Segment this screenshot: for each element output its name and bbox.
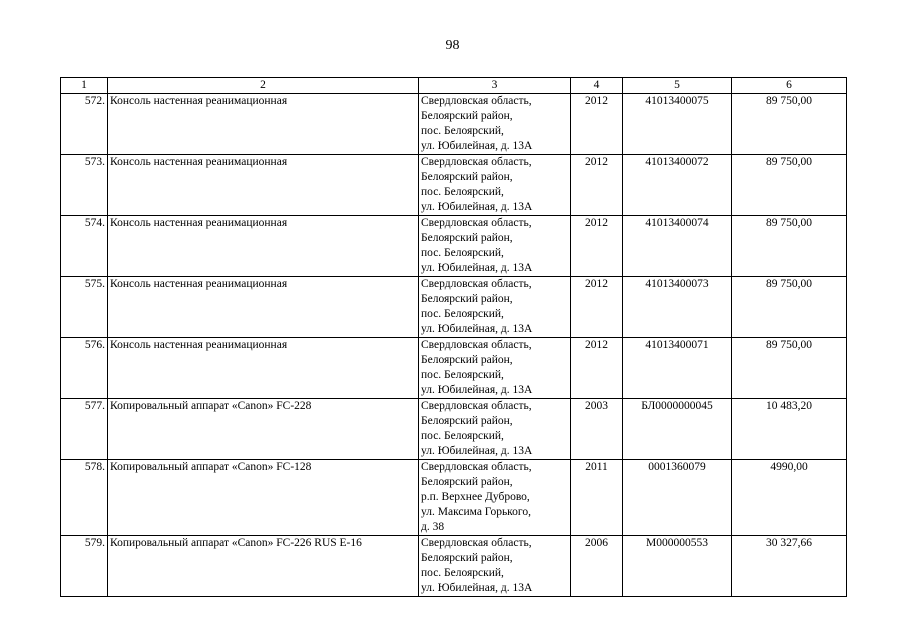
address-line: д. 38 — [421, 521, 445, 533]
inventory-number: БЛ0000000045 — [623, 399, 732, 460]
table-row — [61, 399, 847, 460]
item-name: Консоль настенная реанимационная — [108, 277, 419, 338]
table-body — [61, 94, 847, 597]
item-name: Консоль настенная реанимационная — [108, 338, 419, 399]
item-year: 2012 — [571, 94, 623, 155]
address-line: пос. Белоярский, — [421, 125, 504, 137]
row-number: 572. — [61, 94, 108, 155]
item-name: Копировальный аппарат «Canon» FC-226 RUS E-16 — [108, 536, 419, 597]
inventory-number: 41013400072 — [623, 155, 732, 216]
row-number: 573. — [61, 155, 108, 216]
table-row — [61, 277, 847, 338]
address-line: Свердловская область, — [421, 278, 532, 290]
table-row — [61, 338, 847, 399]
item-name: Консоль настенная реанимационная — [108, 155, 419, 216]
address-line: ул. Юбилейная, д. 13А — [421, 201, 533, 213]
address-line: пос. Белоярский, — [421, 186, 504, 198]
table-row — [61, 216, 847, 277]
item-cost: 89 750,00 — [732, 94, 847, 155]
item-cost: 89 750,00 — [732, 277, 847, 338]
inventory-number: 41013400073 — [623, 277, 732, 338]
address-line: пос. Белоярский, — [421, 430, 504, 442]
address-line: ул. Юбилейная, д. 13А — [421, 445, 533, 457]
item-name: Копировальный аппарат «Canon» FC-228 — [108, 399, 419, 460]
page-number: 98 — [445, 38, 460, 53]
address-line: пос. Белоярский, — [421, 369, 504, 381]
item-address — [419, 460, 571, 536]
item-address — [419, 277, 571, 338]
item-cost: 4990,00 — [732, 460, 847, 536]
item-address — [419, 216, 571, 277]
column-header-4: 4 — [571, 78, 623, 94]
row-number: 578. — [61, 460, 108, 536]
column-header-6: 6 — [732, 78, 847, 94]
address-line: Белоярский район, — [421, 476, 513, 488]
column-header-5: 5 — [623, 78, 732, 94]
inventory-number: 41013400071 — [623, 338, 732, 399]
address-line: Белоярский район, — [421, 415, 513, 427]
item-address — [419, 536, 571, 597]
table-row — [61, 155, 847, 216]
column-header-1: 1 — [61, 78, 108, 94]
inventory-number: 41013400074 — [623, 216, 732, 277]
inventory-number: 0001360079 — [623, 460, 732, 536]
address-line: Свердловская область, — [421, 95, 532, 107]
item-address — [419, 155, 571, 216]
address-line: Белоярский район, — [421, 354, 513, 366]
item-year: 2012 — [571, 277, 623, 338]
item-year: 2011 — [571, 460, 623, 536]
address-line: Белоярский район, — [421, 293, 513, 305]
item-name: Копировальный аппарат «Canon» FC-128 — [108, 460, 419, 536]
address-line: Белоярский район, — [421, 110, 513, 122]
row-number: 579. — [61, 536, 108, 597]
item-year: 2012 — [571, 216, 623, 277]
item-year: 2012 — [571, 338, 623, 399]
table-row — [61, 94, 847, 155]
address-line: пос. Белоярский, — [421, 308, 504, 320]
address-line: Свердловская область, — [421, 156, 532, 168]
item-cost: 10 483,20 — [732, 399, 847, 460]
row-number: 577. — [61, 399, 108, 460]
address-line: Свердловская область, — [421, 461, 532, 473]
item-name: Консоль настенная реанимационная — [108, 94, 419, 155]
item-address — [419, 399, 571, 460]
row-number: 574. — [61, 216, 108, 277]
row-number: 575. — [61, 277, 108, 338]
address-line: пос. Белоярский, — [421, 247, 504, 259]
table-header-row — [61, 78, 847, 94]
item-cost: 89 750,00 — [732, 216, 847, 277]
address-line: ул. Юбилейная, д. 13А — [421, 323, 533, 335]
address-line: ул. Юбилейная, д. 13А — [421, 384, 533, 396]
address-line: р.п. Верхнее Дуброво, — [421, 491, 530, 503]
item-cost: 30 327,66 — [732, 536, 847, 597]
table-row — [61, 460, 847, 536]
column-header-2: 2 — [108, 78, 419, 94]
item-name: Консоль настенная реанимационная — [108, 216, 419, 277]
item-address — [419, 94, 571, 155]
item-address — [419, 338, 571, 399]
address-line: Белоярский район, — [421, 232, 513, 244]
item-year: 2012 — [571, 155, 623, 216]
address-line: Свердловская область, — [421, 400, 532, 412]
table-row — [61, 536, 847, 597]
address-line: Свердловская область, — [421, 217, 532, 229]
address-line: пос. Белоярский, — [421, 567, 504, 579]
address-line: ул. Юбилейная, д. 13А — [421, 262, 533, 274]
address-line: Свердловская область, — [421, 339, 532, 351]
row-number: 576. — [61, 338, 108, 399]
item-cost: 89 750,00 — [732, 338, 847, 399]
address-line: Белоярский район, — [421, 171, 513, 183]
inventory-number: М000000553 — [623, 536, 732, 597]
item-year: 2003 — [571, 399, 623, 460]
address-line: Свердловская область, — [421, 537, 532, 549]
inventory-number: 41013400075 — [623, 94, 732, 155]
address-line: ул. Юбилейная, д. 13А — [421, 140, 533, 152]
address-line: ул. Юбилейная, д. 13А — [421, 582, 533, 594]
column-header-3: 3 — [419, 78, 571, 94]
property-registry-table — [60, 77, 847, 597]
address-line: Белоярский район, — [421, 552, 513, 564]
address-line: ул. Максима Горького, — [421, 506, 531, 518]
item-cost: 89 750,00 — [732, 155, 847, 216]
item-year: 2006 — [571, 536, 623, 597]
